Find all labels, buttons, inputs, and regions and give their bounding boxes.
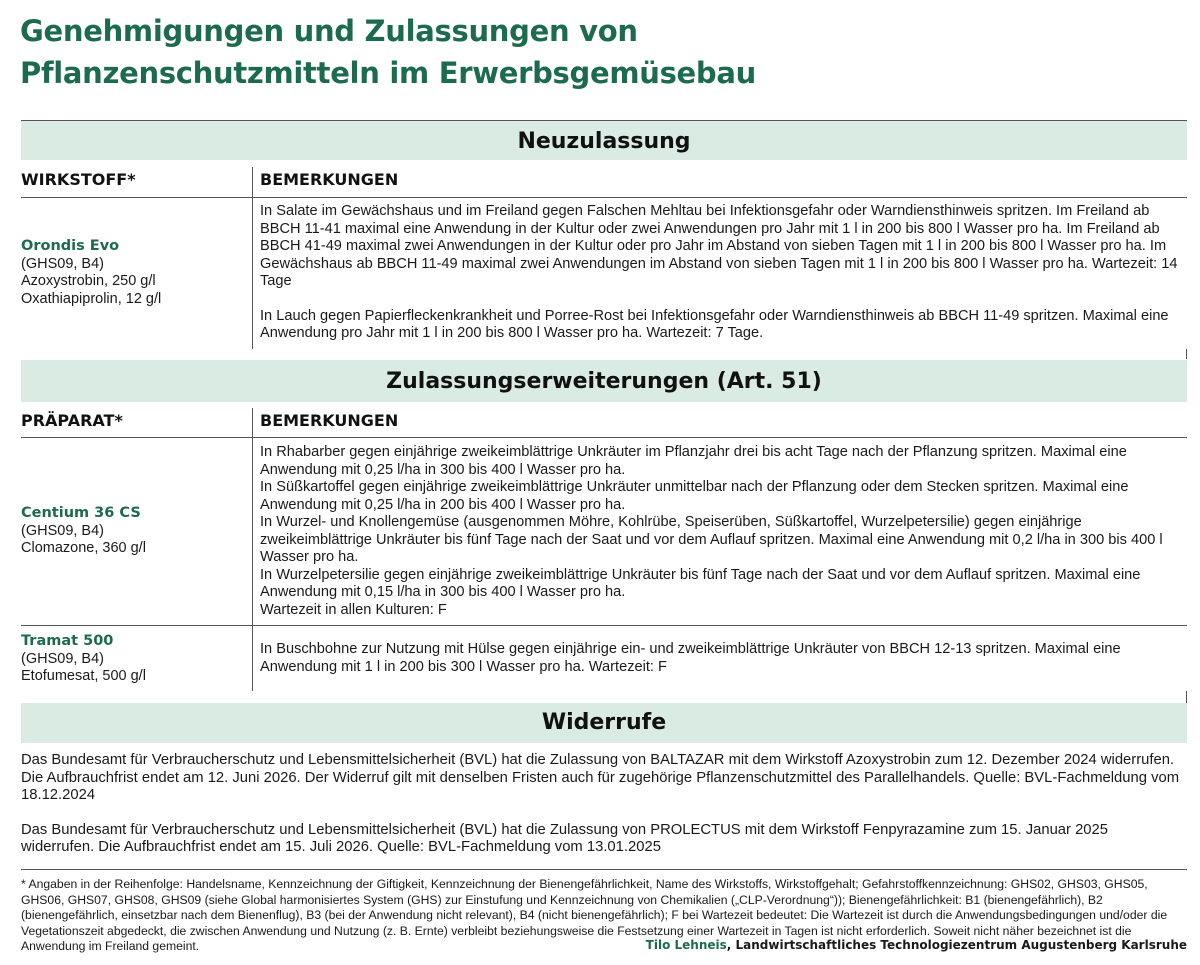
remarks-cell-centium [260, 444, 1180, 619]
title-line-1: Genehmigungen und Zulassungen von [20, 14, 638, 48]
edge-tick [1186, 349, 1187, 359]
author-organization: , Landwirtschaftliches Technologiezentrum Augustenberg Karlsruhe [726, 938, 1187, 952]
product-cell-centium [21, 505, 246, 558]
remarks-cell-tramat [260, 641, 1180, 676]
page-title [20, 10, 1180, 94]
section-band-erweiterungen [21, 360, 1187, 402]
remark-paragraph: Wartezeit in allen Kulturen: F [260, 601, 447, 618]
product-name: Centium 36 CS [21, 505, 141, 521]
product-name: Tramat 500 [21, 633, 114, 649]
edge-tick [1186, 691, 1187, 703]
author-credit [646, 938, 1187, 954]
column-header-bemerkungen: BEMERKUNGEN [260, 411, 399, 430]
widerruf-paragraph: Das Bundesamt für Verbraucherschutz und Lebensmittelsicherheit (BVL) hat die Zulassung von BALTAZAR mit dem Wirkstoff Azoxystrobin zum 12. Dezember 2024 widerrufen. Die Aufbrauchfrist endet am 12. Juni 2026. Der Widerruf gilt mit denselben Fristen auch für zugehörige Pflanzenschutzmittel des Parallelhandels. Quelle: BVL-Fachmeldung vom 18.12.2024 [21, 752, 1180, 803]
author-name: Tilo Lehneis [645, 938, 727, 952]
remark-paragraph: In Buschbohne zur Nutzung mit Hülse gegen einjährige ein- und zweikeimblättrige Unkräuter von BBCH 12-13 spritzen. Maximal eine Anwendung mit 1 l in 200 bis 300 l Wasser pro ha. Wartezeit: F [260, 641, 1121, 675]
header-rule [21, 197, 1187, 198]
remark-paragraph: In Salate im Gewächshaus und im Freiland gegen Falschen Mehltau bei Infektionsgefahr oder Warndiensthinweis spritzen. Im Freiland ab BBCH 11-41 maximal eine Anwendung in der Kultur oder zwei Anwendungen pro Jahr mit 1 l in 200 bis 800 l Wasser pro ha. Im Freiland ab BBCH 41-49 maximal zwei Anwendungen in der Kultur oder pro Jahr im Abstand von sieben Tagen mit 1 l in 200 bis 800 l Wasser pro ha. Im Gewächshaus ab BBCH 11-49 maximal zwei Anwendungen im Abstand von sieben Tagen mit 1 l in 200 bis 800 l Wasser pro ha. Wartezeit: 14 Tage [260, 203, 1178, 289]
product-detail: (GHS09, B4) [21, 255, 104, 272]
title-line-2: Pflanzenschutzmitteln im Erwerbsgemüsebau [20, 56, 756, 90]
column-header-bemerkungen: BEMERKUNGEN [260, 170, 399, 189]
remark-paragraph: In Rhabarber gegen einjährige zweikeimblättrige Unkräuter im Pflanzjahr drei bis acht Tage nach der Pflanzung spritzen. Maximal eine Anwendung mit 0,25 l/ha in 300 bis 400 l Wasser pro ha. [260, 444, 1127, 478]
section-heading-erweiterungen: Zulassungserweiterungen (Art. 51) [386, 369, 822, 394]
remarks-cell-orondis-evo [260, 203, 1180, 343]
widerruf-paragraph: Das Bundesamt für Verbraucherschutz und Lebensmittelsicherheit (BVL) hat die Zulassung von PROLECTUS mit dem Wirkstoff Fenpyrazamine zum 15. Januar 2025 widerrufen. Die Aufbrauchfrist endet am 15. Juli 2026. Quelle: BVL-Fachmeldung vom 13.01.2025 [21, 821, 1108, 855]
section-band-widerrufe [21, 703, 1187, 743]
column-divider [252, 408, 253, 691]
widerrufe-text [21, 752, 1181, 857]
section-band-neuzulassung [21, 121, 1187, 160]
product-detail: (GHS09, B4) [21, 650, 104, 667]
product-detail: (GHS09, B4) [21, 522, 104, 539]
remark-paragraph: In Süßkartoffel gegen einjährige zweikeimblättrige Unkräuter unmittelbar nach der Pflanzung oder dem Stecken spritzen. Maximal eine Anwendung mit 0,25 l/ha in 200 bis 400 l Wasser pro ha. [260, 479, 1129, 513]
product-cell-orondis-evo [21, 238, 246, 308]
header-rule [21, 437, 1187, 438]
product-detail: Clomazone, 360 g/l [21, 540, 146, 557]
product-detail: Azoxystrobin, 250 g/l [21, 273, 156, 290]
section-heading-widerrufe: Widerrufe [541, 710, 667, 735]
column-header-praeparat: PRÄPARAT* [21, 411, 123, 430]
remark-paragraph: In Wurzelpetersilie gegen einjährige zweikeimblättrige Unkräuter bis fünf Tage nach der Saat und vor dem Auflauf spritzen. Maximal eine Anwendung mit 0,15 l/ha in 300 bis 400 l Wasser pro ha. [260, 566, 1141, 600]
product-detail: Etofumesat, 500 g/l [21, 668, 146, 685]
product-name: Orondis Evo [21, 238, 120, 254]
product-detail: Oxathiapiprolin, 12 g/l [21, 290, 162, 307]
row-rule [21, 625, 1187, 626]
remark-paragraph: In Wurzel- und Knollengemüse (ausgenommen Möhre, Kohlrübe, Speiserüben, Süßkartoffel, Wurzelpetersilie) gegen einjährige zweikeimblättrige Unkräuter bis fünf Tage nach der Saat und vor dem Auflauf spritzen. Maximal eine Anwendung mit 0,2 l/ha in 300 bis 400 l Wasser pro ha. [260, 514, 1163, 565]
product-cell-tramat [21, 633, 246, 686]
footnote-rule [21, 869, 1187, 870]
section-heading-neuzulassung: Neuzulassung [517, 129, 691, 154]
footnote: * Angaben in der Reihenfolge: Handelsname, Kennzeichnung der Giftigkeit, Kennzeichnung der Bienengefährlichkeit, Name des Wirkstoffs, Wirkstoffgehalt; Gefahrstoffkennzeichnung: GHS02, GHS03, GHS05, GHS06, GHS07, GHS08, GHS09 (siehe Global harmonisiertes System (GHS) zur Einstufung und Kennzeichnung von Chemikalien („CLP-Verordnung“)); Bienengefährlichkeit: B1 (bienengefährlich), B2 (bienengefährlich, einsetzbar nach dem Bienenflug), B3 (bei der Anwendung nicht relevant), B4 (nicht bienengefährlich); F bei Wartezeit bedeutet: Die Wartezeit ist durch die Anwendungsbedingungen und/oder die Vegetationszeit abgedeckt, die zwischen Anwendung und Nutzung (z. B. Ernte) verbleibt beziehungsweise die Festsetzung einer Wartezeit in Tagen ist nicht erforderlich. Soweit nicht näher bezeichnet ist die Anwendung im Freiland gemeint. [21, 877, 1168, 954]
column-header-wirkstoff: WIRKSTOFF* [21, 170, 136, 189]
remark-paragraph: In Lauch gegen Papierfleckenkrankheit und Porree-Rost bei Infektionsgefahr oder Warndiensthinweis ab BBCH 11-49 spritzen. Maximal eine Anwendung pro Jahr mit 1 l in 200 bis 800 l Wasser pro ha. Wartezeit: 7 Tage. [260, 307, 1169, 341]
column-divider [252, 167, 253, 349]
